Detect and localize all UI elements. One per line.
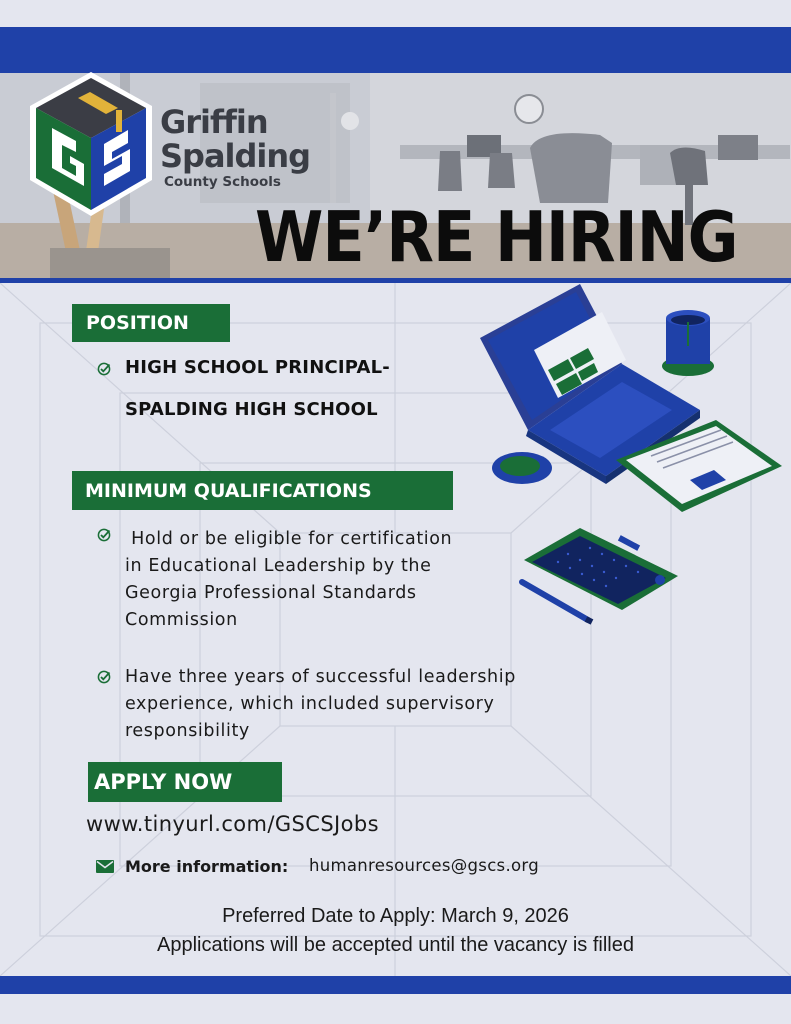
apply-now-label: APPLY NOW (88, 762, 282, 802)
qualifications-label: MINIMUM QUALIFICATIONS (72, 471, 453, 510)
qualification-line: responsibility (125, 721, 250, 741)
logo-text-county-schools: County Schools (164, 174, 281, 190)
position-title-line2: SPALDING HIGH SCHOOL (125, 399, 378, 420)
more-information-label: More information: (125, 857, 289, 876)
drawing-tablet-illustration (518, 524, 684, 626)
headline: WE’RE HIRING (255, 196, 738, 278)
qualification-item (125, 664, 516, 745)
check-circle-icon (97, 528, 111, 542)
apply-url-link[interactable]: www.tinyurl.com/GSCSJobs (86, 812, 379, 836)
laptop-illustration (476, 280, 786, 530)
mail-icon (96, 860, 114, 873)
qualification-line: Hold or be eligible for certification (125, 529, 453, 549)
qualification-line: Commission (125, 610, 238, 630)
position-title-line1: HIGH SCHOOL PRINCIPAL- (125, 357, 390, 378)
qualification-line: experience, which included supervisory (125, 694, 495, 714)
qualification-line: in Educational Leadership by the (125, 556, 432, 576)
hr-email-link[interactable]: humanresources@gscs.org (309, 856, 539, 875)
gscs-logo-icon (26, 70, 156, 218)
vacancy-note-text: Applications will be accepted until the vacancy is filled (157, 934, 634, 956)
logo-text-spalding: Spalding (160, 137, 311, 175)
check-circle-icon (97, 670, 111, 684)
bottom-band (0, 976, 791, 994)
qualification-item (125, 526, 452, 634)
logo-text-griffin: Griffin (160, 103, 268, 141)
position-label: POSITION (72, 304, 230, 342)
qualification-line: Georgia Professional Standards (125, 583, 417, 603)
check-circle-icon (97, 362, 111, 376)
top-band (0, 27, 791, 73)
qualification-line: Have three years of successful leadership (125, 667, 516, 687)
preferred-date-text: Preferred Date to Apply: March 9, 2026 (222, 905, 569, 927)
